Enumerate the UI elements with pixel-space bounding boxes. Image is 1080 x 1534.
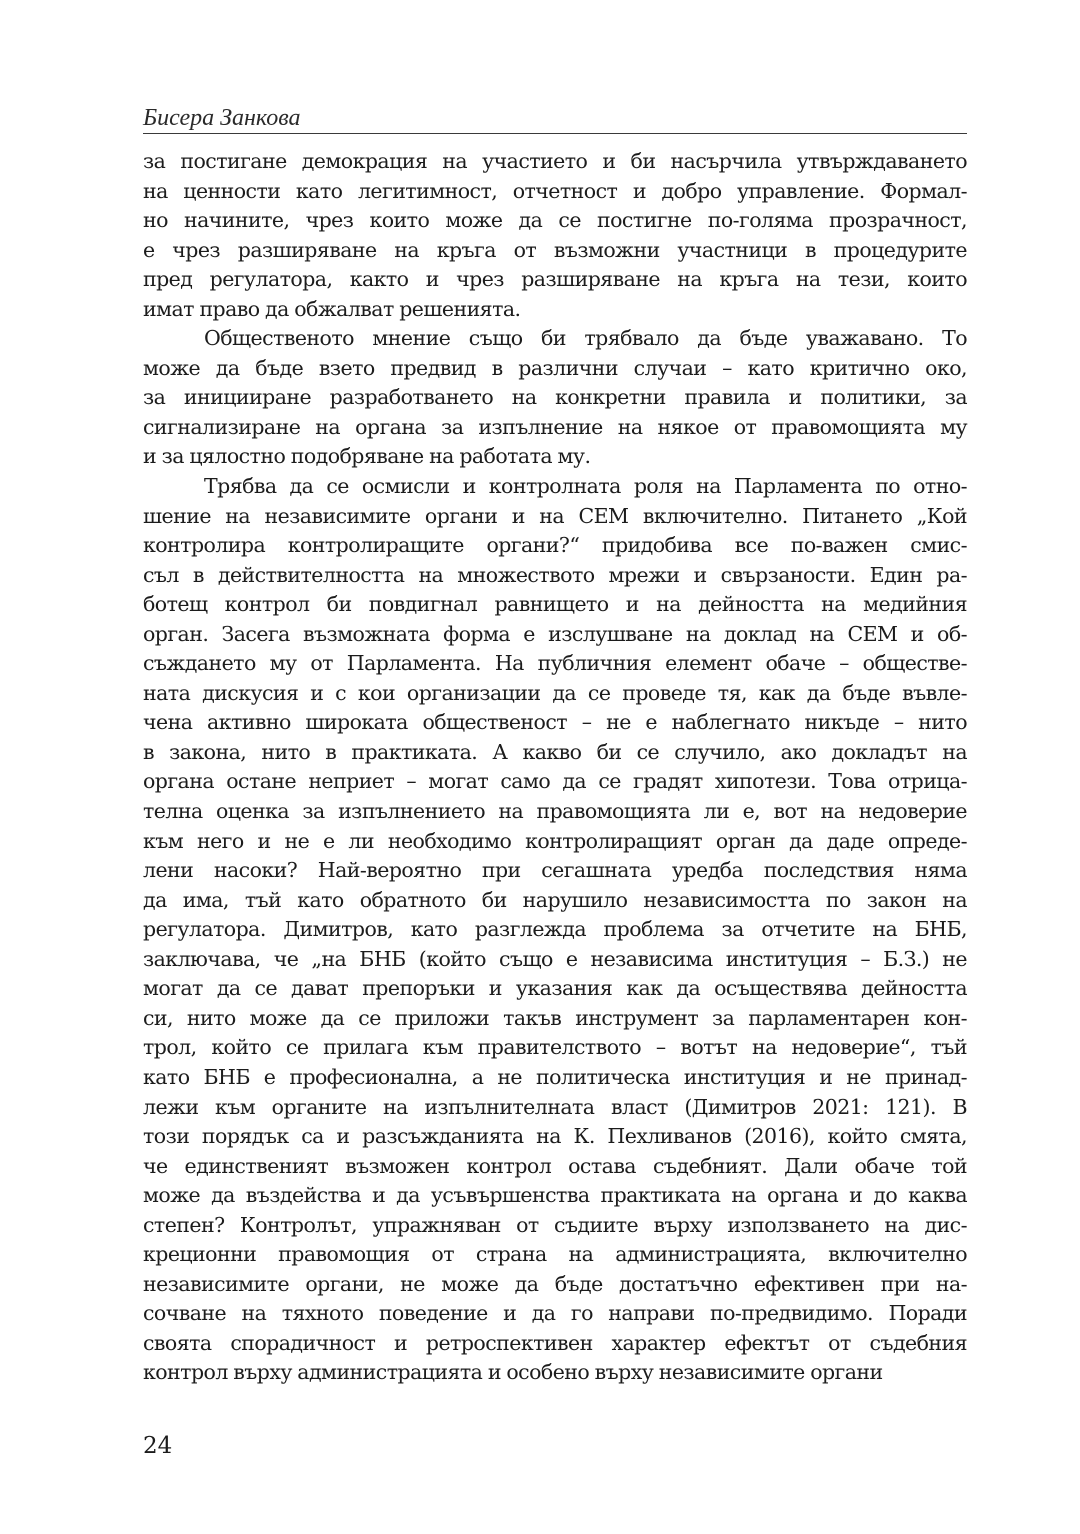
text-line: степен? Контролът, упражняван от съдиите върху използването на дис-	[143, 1212, 967, 1237]
text-line: и за цялостно подобряване на работата му.	[143, 444, 591, 469]
text-line: Трябва да се осмисли и контролната роля на Парламента по отно-	[204, 474, 967, 499]
text-line: но начините, чрез които може да се постигне по-голяма прозрачност,	[143, 208, 967, 233]
text-line: имат право да обжалват решенията.	[143, 296, 521, 321]
text-line: може да бъде взето предвид в различни случаи – като критично око,	[143, 355, 967, 380]
text-line: лежи към органите на изпълнителната власт (Димитров 2021: 121). В	[143, 1094, 967, 1119]
text-line: трол, който се прилага към правителството – вотът на недоверие“, тъй	[143, 1035, 967, 1060]
text-line: независимите органи, не може да бъде достатъчно ефективен при на-	[143, 1271, 967, 1296]
running-header-author: Бисера Занкова	[143, 105, 301, 131]
text-line: шение на независимите органи и на СЕМ включително. Питането „Кой	[143, 503, 967, 528]
text-line: може да въздейства и да усъвършенства практиката на органа и до каква	[143, 1183, 967, 1208]
text-line: на ценности като легитимност, отчетност и добро управление. Формал-	[143, 178, 967, 203]
paragraph	[143, 472, 967, 1388]
text-line: своята спорадичност и ретроспективен характер ефектът от съдебния	[143, 1330, 967, 1355]
text-line: да има, тъй като обратното би нарушило независимостта по закон на	[143, 887, 967, 912]
paragraph	[143, 147, 967, 324]
text-line: към него и не е ли необходимо контролиращият орган да даде опреде-	[143, 828, 967, 853]
text-line: лени насоки? Най-вероятно при сегашната уредба последствия няма	[143, 858, 967, 883]
text-line: телна оценка за изпълнението на правомощията ли е, вот на недоверие	[143, 799, 967, 824]
text-line: пред регулатора, както и чрез разширяване на кръга на тези, които	[143, 267, 967, 292]
text-line: за постигане демокрация на участието и би насърчила утвърждаването	[143, 149, 967, 173]
text-line: е чрез разширяване на кръга от възможни участници в процедурите	[143, 237, 967, 262]
paragraph	[143, 324, 967, 472]
text-line: за иницииране разработването на конкретни правила и политики, за	[143, 385, 967, 410]
text-line: съждането му от Парламента. На публичния елемент обаче – обществе-	[143, 651, 967, 676]
text-line: сигнализиране на органа за изпълнение на някое от правомощията му	[143, 414, 967, 439]
text-line: заключава, че „на БНБ (който също е независима институция – Б.З.) не	[143, 946, 967, 971]
text-line: контролира контролиращите органи?“ придобива все по-важен смис-	[143, 533, 967, 558]
text-line: в закона, нито в практиката. А какво би се случило, ако докладът на	[143, 739, 967, 764]
text-line: сочване на тяхното поведение и да го направи по-предвидимо. Поради	[143, 1301, 967, 1326]
text-line: Общественото мнение също би трябвало да бъде уважавано. То	[204, 326, 967, 351]
text-line: креционни правомощия от страна на администрацията, включително	[143, 1242, 967, 1267]
text-line: като БНБ е професионална, а не политическа институция и не принад-	[143, 1064, 967, 1089]
header-rule	[143, 133, 967, 134]
text-line: чена активно широката общественост – не е наблегнато никъде – нито	[143, 710, 967, 735]
text-line: органа остане неприет – могат само да се градят хипотези. Това отрица-	[143, 769, 967, 794]
text-line: този порядък са и разсъжданията на К. Пехливанов (2016), който смята,	[143, 1124, 967, 1149]
text-line: регулатора. Димитров, като разглежда проблема за отчетите на БНБ,	[143, 917, 967, 942]
page-number: 24	[143, 1433, 173, 1459]
text-line: че единственият възможен контрол остава съдебният. Дали обаче той	[143, 1153, 967, 1178]
text-line: си, нито може да се приложи такъв инструмент за парламентарен кон-	[143, 1005, 967, 1030]
body-text	[143, 147, 967, 1388]
text-line: ботещ контрол би повдигнал равнището и на дейността на медийния	[143, 592, 967, 617]
text-line: могат да се дават препоръки и указания как да осъществява дейността	[143, 976, 967, 1001]
text-line: съл в действителността на множеството мрежи и свързаности. Един ра-	[143, 562, 967, 587]
text-line: контрол върху администрацията и особено върху независимите органи	[143, 1360, 883, 1385]
text-line: ната дискусия и с кои организации да се проведе тя, как да бъде въвле-	[143, 680, 967, 705]
text-line: орган. Засега възможната форма е изслушване на доклад на СЕМ и об-	[143, 621, 967, 646]
